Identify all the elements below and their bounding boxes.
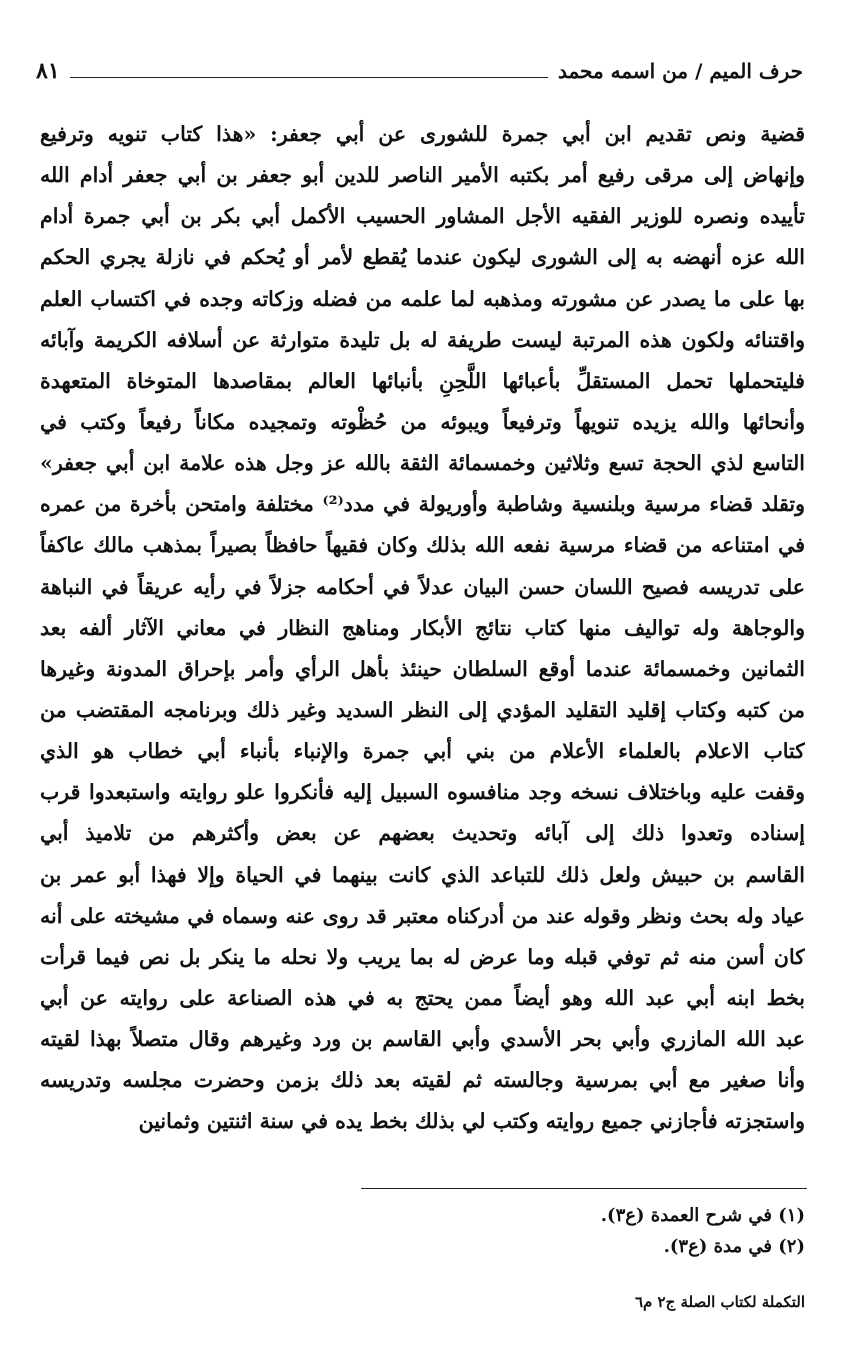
text-line: عبد الله المازري وأبي بحر الأسدي وأبي القاسم بن ورد وغيرهم وقال متصلاً بهذا لقيته — [40, 1027, 805, 1052]
text-line: فليتحملها تحمل المستقلِّ بأعبائها اللَّحِنِ بأنبائها العالم بمقاصدها المتوخاة المتعهدة — [40, 368, 805, 393]
text-line: الله عزه أنهضه به إلى الشورى ليكون عندما يُقطع لأمر أو يُحكم في نازلة يجري الحكم — [40, 245, 805, 270]
text-line: الثمانين وخمسمائة عندما أوقع السلطان حينئذ بأهل الرأي وأمر بإحراق المدونة وغيرها — [40, 656, 805, 681]
text-line: من كتبه وكتاب إقليد التقليد المؤدي إلى النظر السديد وغير ذلك وبرنامجه المقتضب من — [40, 697, 805, 722]
footnote-separator — [361, 1188, 807, 1189]
text-line: وقفت عليه وباختلاف نسخه وجد منافسوه السبيل إليه فأنكروا علو روايته واستبعدوا قرب — [40, 780, 805, 805]
text-line: بها على ما يصدر عن مشورته ومذهبه لما علمه من فضله وزكاته وجده في اكتساب العلم — [40, 286, 805, 311]
printer-signature: التكملة لكتاب الصلة ج٢ م٦ — [634, 1293, 805, 1311]
text-line: واقتنائه ولكون هذه المرتبة ليست طريفة له بل تليدة متوارثة عن أسلافه الكريمة وآبائه — [40, 327, 805, 352]
text-line: كان أسن منه ثم توفي قبله وما عرض له بما يريب ولا نحله ما ينكر بل نص فيما قرأت — [40, 944, 805, 969]
running-header — [36, 55, 803, 87]
running-title: حرف الميم / من اسمه محمد — [557, 59, 803, 83]
footnote-1: (١) في شرح العمدة (ع٣). — [600, 1205, 805, 1226]
footnote-2: (٢) في مدة (ع٣). — [663, 1236, 805, 1257]
body-text — [40, 114, 805, 1143]
header-rule — [70, 77, 548, 78]
text-line: التاسع لذي الحجة تسع وثلاثين وخمسمائة الثقة بالله عز وجل هذه علامة ابن أبي جعفر» — [40, 451, 805, 476]
text-line: عياد وله بحث ونظر وقوله عند من أدركناه معتبر قد روى عنه وسماه في مشيخته على أنه — [40, 903, 805, 928]
text-line: وإنهاض إلى مرقى رفيع أمر بكتبه الأمير الناصر للدين أبو جعفر بن أبي جعفر أدام الله — [40, 163, 805, 188]
text-line: واستجزته فأجازني جميع روايته وكتب لي بذلك بخط يده في سنة اثنتين وثمانين — [138, 1109, 805, 1134]
footnotes — [601, 1200, 805, 1262]
text-line: إسناده وتعدوا ذلك إلى آبائه وتحديث بعضهم عن بعض وأكثرهم من تلاميذ أبي — [40, 821, 805, 846]
text-line: تأييده ونصره للوزير الفقيه الأجل المشاور الحسيب الأكمل أبي بكر بن أبي جمرة أدام — [40, 204, 805, 229]
text-line: قضية ونص تقديم ابن أبي جمرة للشورى عن أبي جعفر: «هذا كتاب تنويه وترفيع — [40, 122, 805, 146]
text-line: القاسم بن حبيش ولعل ذلك للتباعد الذي كانت بينهما في الحياة وإلا فهذا أبو عمر بن — [40, 862, 805, 887]
text-line: بخط ابنه أبي عبد الله وهو أيضاً ممن يحتج به في هذه الصناعة على روايته عن أبي — [40, 985, 805, 1010]
text-line: وأنا صغير مع أبي بمرسية وجالسته ثم لقيته بعد ذلك بزمن وحضرت مجلسه وتدريسه — [40, 1068, 805, 1093]
text-line: وتقلد قضاء مرسية وبلنسية وشاطبة وأوريولة في مدد⁽²⁾ مختلفة وامتحن بأخرة من عمره — [40, 492, 805, 517]
text-line: والوجاهة وله تواليف منها كتاب نتائج الأبكار ومناهج النظار في معاني الآثار ألفه بعد — [40, 615, 805, 640]
text-line: على تدريسه فصيح اللسان حسن البيان عدلاً في أحكامه جزلاً في رأيه عريقاً في النباهة — [40, 574, 805, 599]
text-line: وأنحائها والله يزيده تنويهاً وترفيعاً ويبوئه من حُظْوته وتمجيده مكاناً رفيعاً وكتب في — [40, 409, 805, 434]
text-line: كتاب الاعلام بالعلماء الأعلام من بني أبي جمرة والإنباء بأنباء أبي خطاب هو الذي — [40, 739, 805, 764]
text-line: في امتناعه من قضاء مرسية نفعه الله بذلك وكان فقيهاً حافظاً بصيراً بمذهب مالك عاكفاً — [40, 533, 805, 558]
page-number: ٨١ — [36, 58, 60, 84]
